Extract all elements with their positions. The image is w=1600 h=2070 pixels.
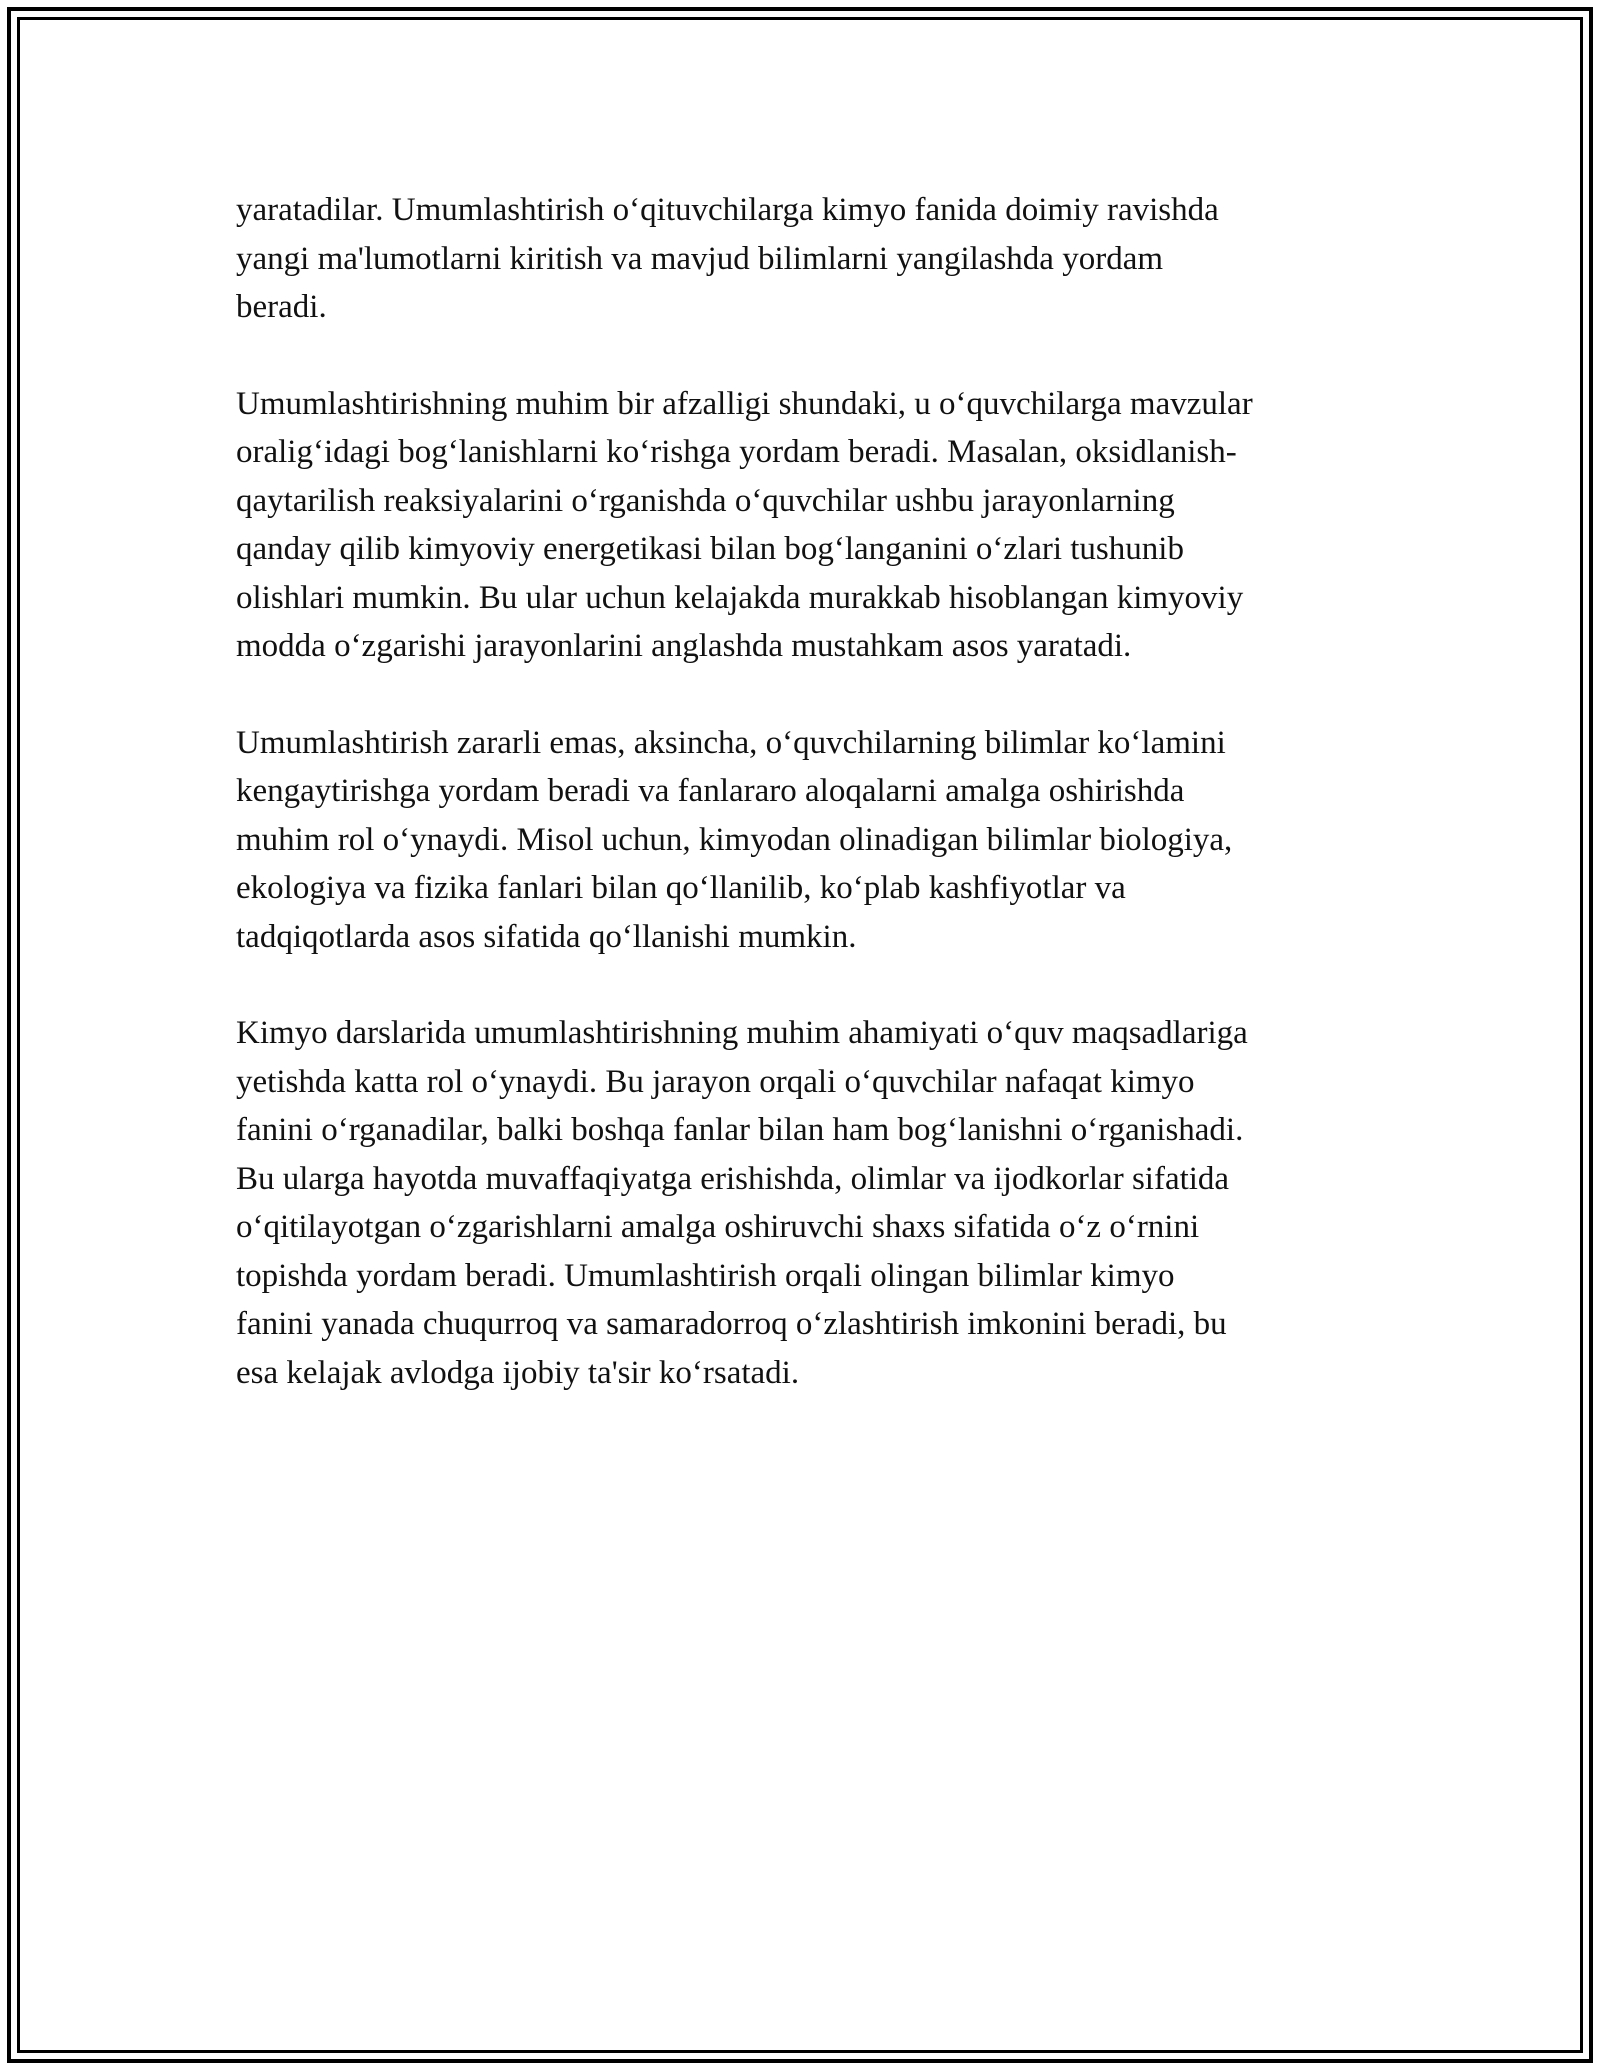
text-line: Bu ularga hayotda muvaffaqiyatga erishishda, olimlar va ijodkorlar sifatida [236,1160,1230,1197]
text-line: olishlari mumkin. Bu ular uchun kelajakda murakkab hisoblangan kimyoviy [236,579,1244,616]
paragraph-4 [236,1009,1386,1397]
text-line: yetishda katta rol o‘ynaydi. Bu jarayon orqali o‘quvchilar nafaqat kimyo [236,1063,1195,1100]
text-line: esa kelajak avlodga ijobiy ta'sir ko‘rsatadi. [236,1354,800,1391]
paragraph-1 [236,186,1386,332]
text-line: yaratadilar. Umumlashtirish o‘qituvchilarga kimyo fanida doimiy ravishda [236,192,1219,228]
text-line: ekologiya va fizika fanlari bilan qo‘llanilib, ko‘plab kashfiyotlar va [236,870,1126,906]
text-line: modda o‘zgarishi jarayonlarini anglashda mustahkam asos yaratadi. [236,628,1132,664]
text-line: Umumlashtirishning muhim bir afzalligi shundaki, u o‘quvchilarga mavzular [236,385,1253,422]
text-line: qanday qilib kimyoviy energetikasi bilan bog‘langanini o‘zlari tushunib [236,531,1184,567]
paragraph-3 [236,719,1386,962]
text-line: topishda yordam beradi. Umumlashtirish orqali olingan bilimlar kimyo [236,1257,1175,1294]
text-line: beradi. [236,289,327,325]
text-line: tadqiqotlarda asos sifatida qo‘llanishi mumkin. [236,918,857,955]
text-line: o‘qitilayotgan o‘zgarishlarni amalga oshiruvchi shaxs sifatida o‘z o‘rnini [236,1209,1200,1245]
paragraph-2 [236,380,1386,671]
text-line: muhim rol o‘ynaydi. Misol uchun, kimyodan olinadigan bilimlar biologiya, [236,821,1233,858]
text-line: oralig‘idagi bog‘lanishlarni ko‘rishga yordam beradi. Masalan, oksidlanish- [236,434,1237,470]
text-line: qaytarilish reaksiyalarini o‘rganishda o‘quvchilar ushbu jarayonlarning [236,482,1175,519]
text-line: Kimyo darslarida umumlashtirishning muhim ahamiyati o‘quv maqsadlariga [236,1015,1248,1051]
text-line: yangi ma'lumotlarni kiritish va mavjud bilimlarni yangilashda yordam [236,240,1164,277]
text-line: fanini yanada chuqurroq va samaradorroq o‘zlashtirish imkonini beradi, bu [236,1306,1227,1342]
text-line: kengaytirishga yordam beradi va fanlararo aloqalarni amalga oshirishda [236,773,1185,809]
text-line: Umumlashtirish zararli emas, aksincha, o‘quvchilarning bilimlar ko‘lamini [236,724,1226,761]
page-body [236,186,1386,1445]
text-line: fanini o‘rganadilar, balki boshqa fanlar bilan ham bog‘lanishni o‘rganishadi. [236,1112,1244,1148]
